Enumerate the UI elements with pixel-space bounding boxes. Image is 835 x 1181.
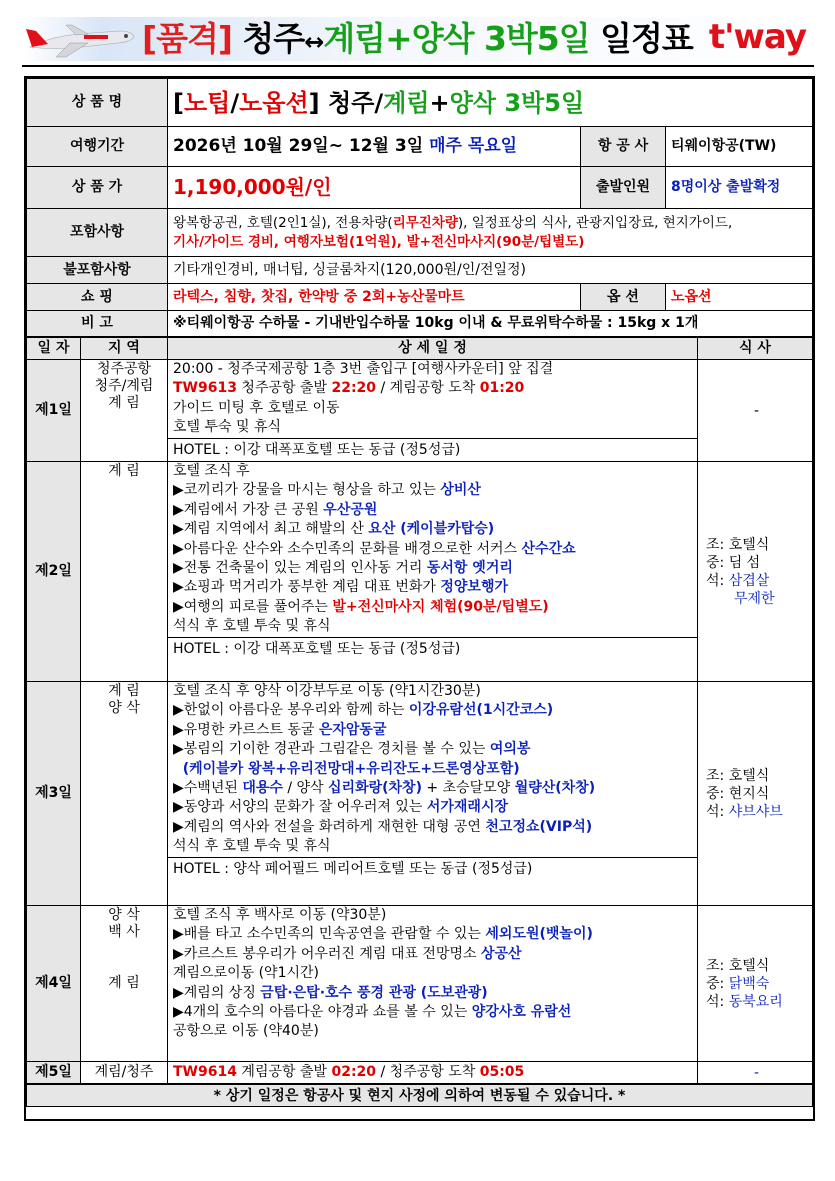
schedule-header-row bbox=[27, 338, 813, 360]
schedule-text: 발+전신마사지 체험(90분/팁별도) bbox=[332, 598, 549, 615]
day-meals bbox=[698, 906, 813, 1062]
schedule-line bbox=[168, 462, 697, 481]
schedule-line bbox=[168, 418, 697, 437]
day-meals bbox=[698, 1062, 813, 1084]
schedule-text: ▶아름다운 산수와 소수민족의 문화를 배경으로한 서커스 bbox=[173, 540, 522, 557]
airline-label: 항 공 사 bbox=[581, 127, 666, 167]
schedule-text: 동서항 옛거리 bbox=[426, 560, 513, 577]
price-label: 상 품 가 bbox=[27, 167, 168, 209]
hotel-info: HOTEL : 이강 대폭포호텔 또는 동급 (정5성급) bbox=[168, 438, 697, 461]
schedule-text: 01:20 bbox=[479, 380, 525, 397]
schedule-text: ▶여행의 피로를 풀어주는 bbox=[173, 598, 333, 615]
schedule-line bbox=[168, 399, 697, 418]
schedule-text: 십리화랑(차창) bbox=[328, 780, 422, 797]
schedule-text: 우산공원 bbox=[323, 501, 378, 518]
schedule-text: 월량산(차창) bbox=[514, 780, 596, 797]
include-value: 왕복항공권, 호텔(2인1실), 전용차량(리무진차량), 일정표상의 식사, 관광지입장료, 현지가이드, 기사/가이드 경비, 여행자보험(1억원), 발+전신마사지(90분/팁별도) bbox=[168, 209, 813, 257]
schedule-text: 20:00 - 청주국제공항 1층 3번 출입구 [여행사카운터] 앞 집결 bbox=[173, 361, 554, 377]
day-label: 제1일 bbox=[27, 360, 81, 462]
shopping-label: 쇼 핑 bbox=[27, 284, 168, 311]
day-detail bbox=[168, 462, 698, 682]
include-row bbox=[27, 209, 813, 257]
area-name: 백 사 bbox=[108, 924, 140, 940]
exclude-row bbox=[27, 257, 813, 284]
area-name bbox=[86, 941, 162, 958]
remark-label: 비 고 bbox=[27, 311, 168, 337]
day-detail bbox=[168, 360, 698, 462]
meal-item: 석: 동북요리 bbox=[706, 993, 783, 1010]
day-area bbox=[81, 682, 168, 906]
product-name-label: 상 품 명 bbox=[27, 79, 168, 127]
schedule-line bbox=[168, 1063, 697, 1082]
schedule-line bbox=[168, 540, 697, 559]
schedule-text: / 청주공항 도착 bbox=[376, 1063, 480, 1080]
day-row bbox=[27, 462, 813, 682]
schedule-text: 22:20 bbox=[331, 380, 377, 397]
schedule-line bbox=[168, 360, 697, 379]
footer-table bbox=[26, 1084, 813, 1107]
title-duration: 3박5일 bbox=[473, 19, 590, 58]
schedule-text: 호텔 조식 후 양삭 이강부두로 이동 (약1시간30분) bbox=[173, 683, 481, 699]
schedule-line bbox=[168, 945, 697, 964]
schedule-text: ▶봉림의 기이한 경관과 그림같은 경치를 볼 수 있는 bbox=[173, 741, 490, 758]
schedule-text: 양강사호 유람선 bbox=[471, 1004, 572, 1021]
schedule-line bbox=[168, 379, 697, 398]
day-meals bbox=[698, 360, 813, 462]
meal-item: - bbox=[753, 1064, 760, 1081]
schedule-text: 계림공항 출발 bbox=[236, 1063, 332, 1080]
schedule-text: / 양삭 bbox=[282, 780, 329, 797]
area-name bbox=[86, 958, 162, 975]
schedule-line bbox=[168, 818, 697, 837]
schedule-text: ▶전통 건축물이 있는 계림의 인사동 거리 bbox=[173, 560, 427, 577]
day-label: 제2일 bbox=[27, 462, 81, 682]
schedule-text: ▶코끼리가 강물을 마시는 형상을 하고 있는 bbox=[173, 482, 441, 499]
schedule-line bbox=[168, 779, 697, 798]
schedule-text: 가이드 미팅 후 호텔로 이동 bbox=[173, 399, 340, 416]
area-name: 양 삭 bbox=[108, 700, 140, 716]
schedule-line bbox=[168, 740, 697, 759]
arrow-icon: ↔ bbox=[304, 28, 324, 56]
schedule-text: 요산 (케이블카탑승) bbox=[368, 521, 495, 538]
day-label: 제3일 bbox=[27, 682, 81, 906]
schedule-line bbox=[168, 598, 697, 617]
day-detail bbox=[168, 1062, 698, 1084]
area-name: 계 림 bbox=[108, 395, 140, 411]
schedule-text: ▶한없이 아름다운 봉우리와 함께 하는 bbox=[173, 702, 409, 719]
title-destination: 계림+양삭 bbox=[323, 19, 474, 58]
page-title bbox=[142, 19, 693, 62]
schedule-line bbox=[168, 1022, 697, 1041]
schedule-line bbox=[168, 682, 697, 701]
schedule-line bbox=[168, 760, 697, 779]
schedule-text: 정양보행가 bbox=[440, 579, 508, 596]
schedule-text: (케이블카 왕복+유리전망대+유리잔도+드론영상포함) bbox=[173, 760, 520, 777]
airplane-icon bbox=[22, 17, 140, 61]
schedule-line bbox=[168, 501, 697, 520]
schedule-text: TW9613 bbox=[173, 380, 237, 397]
day-label: 제4일 bbox=[27, 906, 81, 1062]
area-name: 양 삭 bbox=[108, 907, 140, 923]
product-name-value: [노팁/노옵션] 청주/계림+양삭 3박5일 bbox=[168, 79, 813, 127]
meal-item: 석: 삼겹살 bbox=[706, 572, 770, 589]
schedule-text: 상비산 bbox=[440, 482, 481, 499]
remark-row bbox=[27, 311, 813, 337]
area-name: 계 림 bbox=[108, 463, 140, 479]
schedule-text: 대용수 bbox=[242, 780, 283, 797]
day-row bbox=[27, 1062, 813, 1084]
schedule-text: 청주공항 출발 bbox=[236, 380, 332, 397]
header-banner bbox=[22, 13, 814, 65]
day-area bbox=[81, 360, 168, 462]
schedule-line bbox=[168, 906, 697, 925]
schedule-text: 석식 후 호텔 투숙 및 휴식 bbox=[173, 618, 331, 635]
schedule-text: ▶수백년된 bbox=[173, 780, 243, 797]
schedule-text: ▶배를 타고 소수민족의 민속공연을 관람할 수 있는 bbox=[173, 926, 486, 943]
shopping-value: 라텍스, 침향, 찻집, 한약방 중 2회+농산물마트 bbox=[168, 284, 581, 311]
schedule-text: 호텔 조식 후 백사로 이동 (약30분) bbox=[173, 907, 387, 923]
schedule-text: 금탑·은탑·호수 풍경 관광 (도보관광) bbox=[260, 984, 488, 1001]
day-row bbox=[27, 906, 813, 1062]
exclude-value: 기타개인경비, 매너팁, 싱글룸차지(120,000원/인/전일정) bbox=[168, 257, 813, 284]
period-row bbox=[27, 127, 813, 167]
schedule-line bbox=[168, 721, 697, 740]
meal-item: 조: 호텔식 bbox=[706, 536, 770, 553]
option-label: 옵 션 bbox=[581, 284, 666, 311]
area-name: 청주공항 bbox=[96, 361, 152, 377]
footer-note: * 상기 일정은 항공사 및 현지 사정에 의하여 변동될 수 있습니다. * bbox=[27, 1085, 813, 1107]
period-label: 여행기간 bbox=[27, 127, 168, 167]
schedule-line bbox=[168, 559, 697, 578]
schedule-text: 공항으로 이동 (약40분) bbox=[173, 1023, 319, 1040]
meal-item: 석: 샤브샤브 bbox=[706, 803, 783, 820]
day-row bbox=[27, 360, 813, 462]
day-detail bbox=[168, 682, 698, 906]
schedule-text: 이강유람선(1시간코스) bbox=[408, 702, 554, 719]
banner-divider bbox=[22, 65, 814, 67]
area-name: 청주/계림 bbox=[94, 378, 154, 394]
schedule-line bbox=[168, 984, 697, 1003]
day-area bbox=[81, 1062, 168, 1084]
schedule-text: ▶동양과 서양의 문화가 잘 어우러져 있는 bbox=[173, 799, 427, 816]
title-grade: [품격] bbox=[142, 19, 232, 58]
shopping-row bbox=[27, 284, 813, 311]
option-value: 노옵션 bbox=[666, 284, 813, 311]
schedule-line bbox=[168, 925, 697, 944]
day-row bbox=[27, 682, 813, 906]
meal-item: 조: 호텔식 bbox=[706, 957, 770, 974]
schedule-line bbox=[168, 578, 697, 597]
day-area bbox=[81, 462, 168, 682]
exclude-label: 불포함사항 bbox=[27, 257, 168, 284]
hotel-info: HOTEL : 이강 대폭포호텔 또는 동급 (정5성급) bbox=[168, 637, 697, 660]
tway-logo: t'way bbox=[708, 17, 806, 57]
schedule-text: 석식 후 호텔 투숙 및 휴식 bbox=[173, 838, 331, 855]
schedule-line bbox=[168, 617, 697, 636]
schedule-line bbox=[168, 701, 697, 720]
area-name: 계 림 bbox=[108, 683, 140, 699]
schedule-text: ▶계림의 역사와 전설을 화려하게 재현한 대형 공연 bbox=[173, 818, 486, 835]
include-label: 포함사항 bbox=[27, 209, 168, 257]
area-name: 계 림 bbox=[108, 975, 140, 991]
schedule-text: + 초승달모양 bbox=[421, 780, 515, 797]
meal-item: 무제한 bbox=[734, 590, 775, 607]
schedule-text: 02:20 bbox=[331, 1063, 377, 1080]
schedule-text: ▶4개의 호수의 아름다운 야경과 쇼를 볼 수 있는 bbox=[173, 1004, 472, 1021]
schedule-text: ▶계림에서 가장 큰 공원 bbox=[173, 501, 324, 518]
schedule-text: ▶계림의 상징 bbox=[173, 984, 261, 1001]
schedule-text: 계림으로이동 (약1시간) bbox=[173, 965, 319, 982]
schedule-text: TW9614 bbox=[173, 1063, 237, 1080]
day-meals bbox=[698, 462, 813, 682]
price-row bbox=[27, 167, 813, 209]
price-value: 1,190,000원/인 bbox=[168, 167, 581, 209]
schedule-line bbox=[168, 964, 697, 983]
schedule-text: ▶쇼핑과 먹거리가 풍부한 계림 대표 번화가 bbox=[173, 579, 441, 596]
title-suffix: 일정표 bbox=[589, 19, 693, 58]
schedule-line bbox=[168, 798, 697, 817]
schedule-line bbox=[168, 1003, 697, 1022]
schedule-line bbox=[168, 481, 697, 500]
day-label: 제5일 bbox=[27, 1062, 81, 1084]
day-area bbox=[81, 906, 168, 1062]
schedule-text: 상공산 bbox=[480, 945, 522, 962]
schedule-text: 05:05 bbox=[479, 1063, 525, 1080]
day-detail bbox=[168, 906, 698, 1062]
schedule-text: 은자암동굴 bbox=[318, 721, 387, 738]
min-people-label: 출발인원 bbox=[581, 167, 666, 209]
col-area-header: 지 역 bbox=[81, 338, 168, 360]
schedule-text: / 계림공항 도착 bbox=[376, 380, 480, 397]
meal-item: 조: 호텔식 bbox=[706, 767, 770, 784]
schedule-text: ▶계림 지역에서 최고 해발의 산 bbox=[173, 521, 369, 538]
area-name: 계림/청주 bbox=[94, 1064, 154, 1080]
itinerary-frame bbox=[24, 76, 815, 1121]
product-name-row bbox=[27, 79, 813, 127]
meal-item: 중: 닭백숙 bbox=[706, 975, 770, 992]
schedule-text: 서가재래시장 bbox=[426, 799, 509, 816]
info-table bbox=[26, 78, 813, 337]
schedule-line bbox=[168, 520, 697, 539]
meal-item: 중: 딤 섬 bbox=[706, 554, 761, 571]
title-origin: 청주 bbox=[231, 19, 305, 58]
period-value: 2026년 10월 29일~ 12월 3일 매주 목요일 bbox=[168, 127, 581, 167]
schedule-text: 여의봉 bbox=[489, 741, 531, 758]
meal-item: - bbox=[753, 402, 760, 419]
min-people-value: 8명이상 출발확정 bbox=[666, 167, 813, 209]
schedule-text: 세외도원(뱃놀이) bbox=[485, 926, 593, 943]
day-meals bbox=[698, 682, 813, 906]
hotel-info: HOTEL : 양삭 페어필드 메리어트호텔 또는 동급 (정5성급) bbox=[168, 857, 697, 880]
schedule-text: 호텔 조식 후 bbox=[173, 463, 250, 479]
schedule-text: ▶유명한 카르스트 동굴 bbox=[173, 721, 319, 738]
col-detail-header: 상 세 일 정 bbox=[168, 338, 698, 360]
col-meal-header: 식 사 bbox=[698, 338, 813, 360]
schedule-text: 산수간쇼 bbox=[521, 540, 576, 557]
col-day-header: 일 자 bbox=[27, 338, 81, 360]
schedule-table bbox=[26, 337, 813, 1084]
schedule-text: 천고정쇼(VIP석) bbox=[485, 818, 593, 835]
schedule-text: ▶카르스트 봉우리가 어우러진 계림 대표 전망명소 bbox=[173, 945, 481, 962]
schedule-text: 호텔 투숙 및 휴식 bbox=[173, 419, 282, 436]
schedule-line bbox=[168, 837, 697, 856]
meal-item: 중: 현지식 bbox=[706, 785, 770, 802]
airline-value: 티웨이항공(TW) bbox=[666, 127, 813, 167]
remark-value: ※티웨이항공 수하물 - 기내반입수하물 10kg 이내 & 무료위탁수하물 : 15kg x 1개 bbox=[168, 311, 813, 337]
